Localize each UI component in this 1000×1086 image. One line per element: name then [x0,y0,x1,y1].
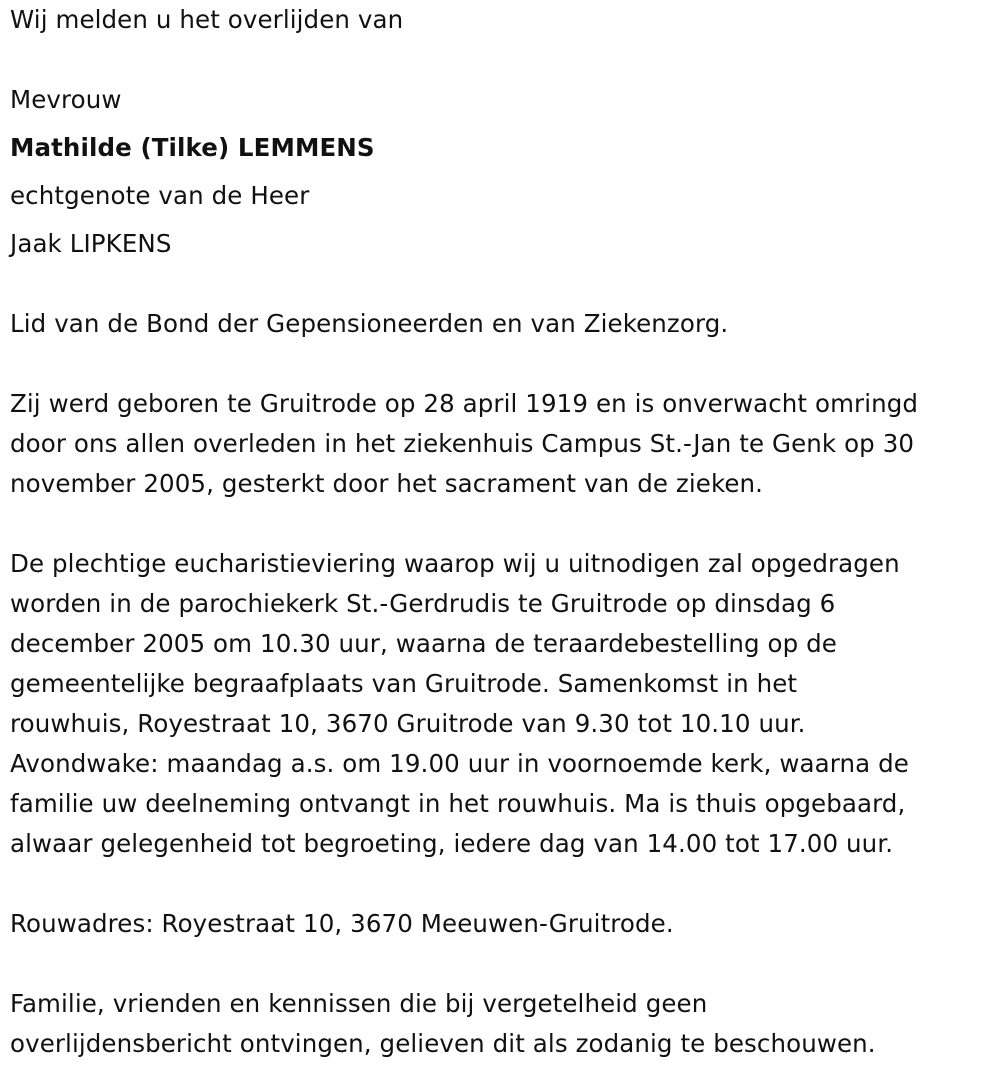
address-text: Rouwadres: Royestraat 10, 3670 Meeuwen-Gruitrode. [10,909,674,938]
paragraph-line: overlijdensbericht ontvingen, gelieven dit als zodanig te beschouwen. [10,1029,876,1058]
paragraph-line: november 2005, gesterkt door het sacrament van de zieken. [10,469,764,498]
death-notice [10,0,995,1064]
paragraph-line: alwaar gelegenheid tot begroeting, iedere dag van 14.00 tot 17.00 uur. [10,829,894,858]
paragraph-line: familie uw deelneming ontvangt in het rouwhuis. Ma is thuis opgebaard, [10,789,906,818]
relation-text: echtgenote van de Heer [10,181,310,210]
paragraph-line: december 2005 om 10.30 uur, waarna de teraardebestelling op de [10,629,837,658]
membership-text: Lid van de Bond der Gepensioneerden en van Ziekenzorg. [10,309,729,338]
salutation: Mevrouw [10,85,122,114]
spacer [10,944,995,984]
paragraph-line: door ons allen overleden in het ziekenhuis Campus St.-Jan te Genk op 30 [10,429,915,458]
birth-death-paragraph [10,384,995,504]
spacer [10,264,995,304]
spacer [10,40,995,80]
spacer [10,344,995,384]
spacer [10,864,995,904]
spouse-name: Jaak LIPKENS [10,229,172,258]
paragraph-line: De plechtige eucharistieviering waarop wij u uitnodigen zal opgedragen [10,549,900,578]
intro-text: Wij melden u het overlijden van [10,5,404,34]
paragraph-line: Familie, vrienden en kennissen die bij vergetelheid geen [10,989,708,1018]
deceased-name: Mathilde (Tilke) LEMMENS [10,133,375,162]
paragraph-line: worden in de parochiekerk St.-Gerdrudis te Gruitrode op dinsdag 6 [10,589,836,618]
closing-paragraph [10,984,995,1064]
paragraph-line: Avondwake: maandag a.s. om 19.00 uur in voornoemde kerk, waarna de [10,749,909,778]
paragraph-line: rouwhuis, Royestraat 10, 3670 Gruitrode van 9.30 tot 10.10 uur. [10,709,806,738]
ceremony-paragraph [10,544,995,864]
paragraph-line: gemeentelijke begraafplaats van Gruitrode. Samenkomst in het [10,669,798,698]
spacer [10,504,995,544]
paragraph-line: Zij werd geboren te Gruitrode op 28 april 1919 en is onverwacht omringd [10,389,919,418]
